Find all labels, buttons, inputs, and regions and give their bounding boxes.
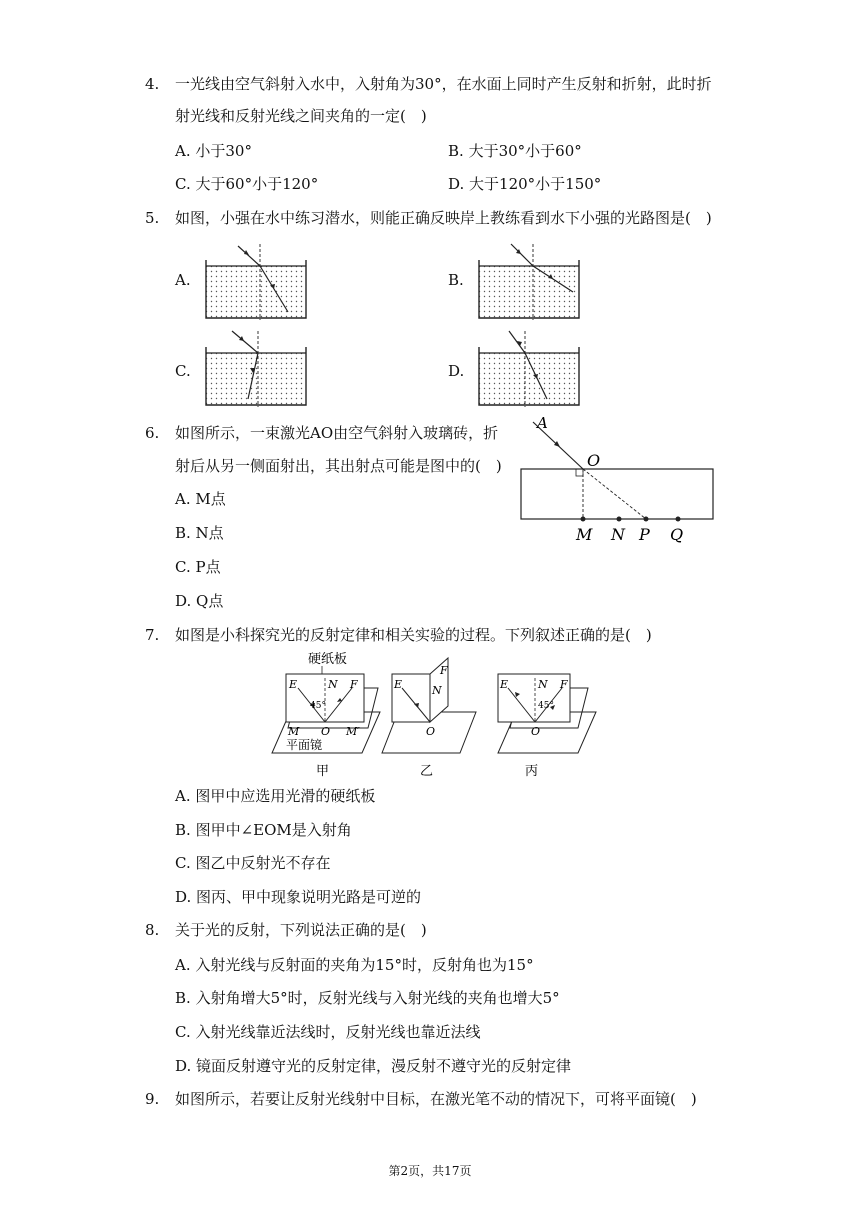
board-label: 硬纸板 [308, 652, 348, 667]
option-a: A. M点 [175, 490, 226, 508]
question-number: 6. [145, 424, 160, 442]
option-a: A. 入射光线与反射面的夹角为15°时，反射角也为15° [175, 956, 534, 974]
option-c: C. 大于60°小于120° [175, 175, 319, 193]
option-c: C. 图乙中反射光不存在 [175, 854, 331, 872]
label-m: M [288, 725, 300, 738]
label-n: N [538, 678, 548, 691]
question-stem: 一光线由空气斜射入水中，入射角为30°，在水面上同时产生反射和折射，此时折 [175, 75, 712, 93]
option-b: B. 大于30°小于60° [448, 142, 582, 160]
label-n: N [432, 684, 442, 697]
tank-diagram-a [200, 240, 312, 324]
panel-label-bing: 丙 [525, 764, 539, 779]
label-f: F [560, 678, 568, 691]
label-o: O [321, 725, 331, 738]
option-a: A. 图甲中应选用光滑的硬纸板 [175, 787, 376, 805]
label-f: F [350, 678, 358, 691]
option-a: A. 小于30° [175, 142, 252, 160]
label-a: A [537, 414, 548, 432]
question-stem: 射后从另一侧面射出，其出射点可能是图中的( ) [175, 457, 502, 475]
option-d: D. Q点 [175, 592, 224, 610]
label-o: O [531, 725, 541, 738]
question-number: 8. [145, 921, 160, 939]
option-a-label: A. [175, 271, 191, 289]
question-number: 4. [145, 75, 160, 93]
label-m: M [576, 525, 593, 544]
angle-label: 45° [310, 701, 326, 711]
label-o: O [587, 451, 601, 470]
label-p: P [639, 525, 650, 544]
label-o: O [426, 725, 436, 738]
option-b: B. 图甲中∠EOM是入射角 [175, 821, 352, 839]
angle-label: 45° [538, 701, 554, 711]
option-b: B. N点 [175, 524, 224, 542]
option-d: D. 大于120°小于150° [448, 175, 602, 193]
label-n: N [328, 678, 338, 691]
option-c: C. P点 [175, 558, 221, 576]
label-e: E [500, 678, 509, 691]
tank-diagram-d [473, 327, 585, 411]
question-stem: 射光线和反射光线之间夹角的一定( ) [175, 107, 427, 125]
question-number: 9. [145, 1090, 160, 1108]
question-number: 5. [145, 209, 160, 227]
question-stem: 如图是小科探究光的反射定律和相关实验的过程。下列叙述正确的是( ) [175, 626, 652, 644]
label-e: E [394, 678, 403, 691]
page-footer: 第2页，共17页 [388, 1164, 472, 1178]
reflection-experiment-diagram [270, 650, 600, 780]
tank-diagram-c [200, 327, 312, 411]
option-c-label: C. [175, 362, 191, 380]
panel-label-jia: 甲 [316, 764, 330, 779]
question-stem: 如图所示，一束激光AO由空气斜射入玻璃砖，折 [175, 424, 499, 442]
mirror-label: 平面镜 [286, 738, 323, 752]
option-d-label: D. [448, 362, 465, 380]
label-f: F [440, 664, 448, 677]
question-stem: 关于光的反射，下列说法正确的是( ) [175, 921, 427, 939]
question-number: 7. [145, 626, 160, 644]
question-stem: 如图，小强在水中练习潜水，则能正确反映岸上教练看到水下小强的光路图是( ) [175, 209, 712, 227]
option-b-label: B. [448, 271, 464, 289]
tank-diagram-b [473, 240, 585, 324]
label-m-prime: M′ [346, 725, 360, 738]
option-c: C. 入射光线靠近法线时，反射光线也靠近法线 [175, 1023, 481, 1041]
option-b: B. 入射角增大5°时，反射光线与入射光线的夹角也增大5° [175, 989, 560, 1007]
label-e: E [289, 678, 298, 691]
question-stem: 如图所示，若要让反射光线射中目标，在激光笔不动的情况下，可将平面镜( ) [175, 1090, 697, 1108]
label-q: Q [670, 525, 684, 544]
panel-label-yi: 乙 [420, 764, 434, 779]
glass-block-diagram [515, 412, 720, 547]
option-d: D. 图丙、甲中现象说明光路是可逆的 [175, 888, 422, 906]
option-d: D. 镜面反射遵守光的反射定律，漫反射不遵守光的反射定律 [175, 1057, 572, 1075]
label-n: N [611, 525, 625, 544]
